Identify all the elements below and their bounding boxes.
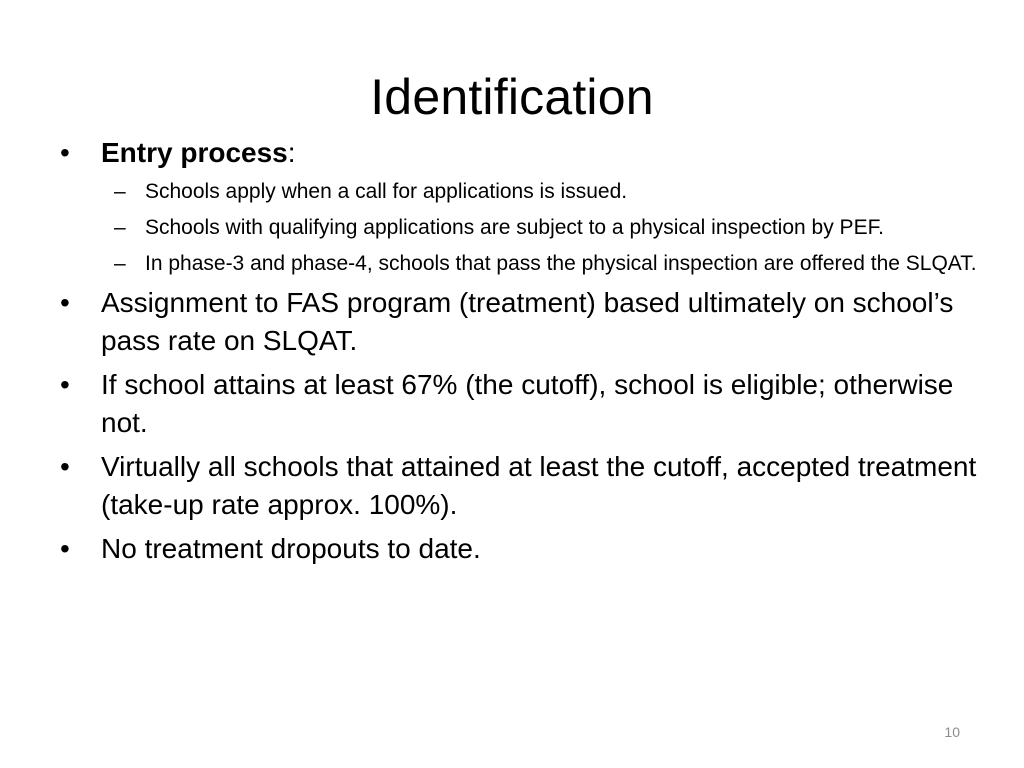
bullet-text: If school attains at least 67% (the cutoff), school is eligible; otherwise not. [101, 369, 954, 438]
bullet-item [60, 366, 980, 442]
sub-bullet-text: Schools with qualifying applications are subject to a physical inspection by PEF. [145, 216, 884, 239]
bullet-text: Assignment to FAS program (treatment) based ultimately on school’s pass rate on SLQAT. [101, 287, 954, 356]
bullet-icon: • [60, 137, 70, 168]
bullet-item-entry-process [60, 134, 980, 280]
slide-body [60, 134, 980, 574]
bullet-heading-suffix: : [287, 137, 296, 168]
sub-bullet-text: Schools apply when a call for applications is issued. [145, 180, 628, 203]
slide-title: Identification [370, 69, 654, 125]
dash-icon: – [114, 216, 126, 239]
sub-bullet-list [101, 176, 980, 280]
bullet-icon: • [60, 451, 70, 482]
sub-bullet-text: In phase-3 and phase-4, schools that pass the physical inspection are offered the SLQAT. [145, 252, 977, 275]
bullet-item [60, 530, 980, 568]
bullet-icon: • [60, 369, 70, 400]
bullet-item [60, 448, 980, 524]
page-number: 10 [944, 724, 960, 740]
bullet-heading: Entry process [101, 137, 288, 168]
bullet-icon: • [60, 287, 70, 318]
bullet-item [60, 284, 980, 360]
dash-icon: – [114, 180, 126, 203]
bullet-text: Virtually all schools that attained at least the cutoff, accepted treatment (take-up rate approx. 100%). [101, 451, 977, 520]
sub-bullet-item [101, 212, 980, 244]
sub-bullet-item [101, 248, 980, 280]
bullet-icon: • [60, 533, 70, 564]
dash-icon: – [114, 252, 126, 275]
bullet-text: No treatment dropouts to date. [101, 533, 481, 564]
sub-bullet-item [101, 176, 980, 208]
